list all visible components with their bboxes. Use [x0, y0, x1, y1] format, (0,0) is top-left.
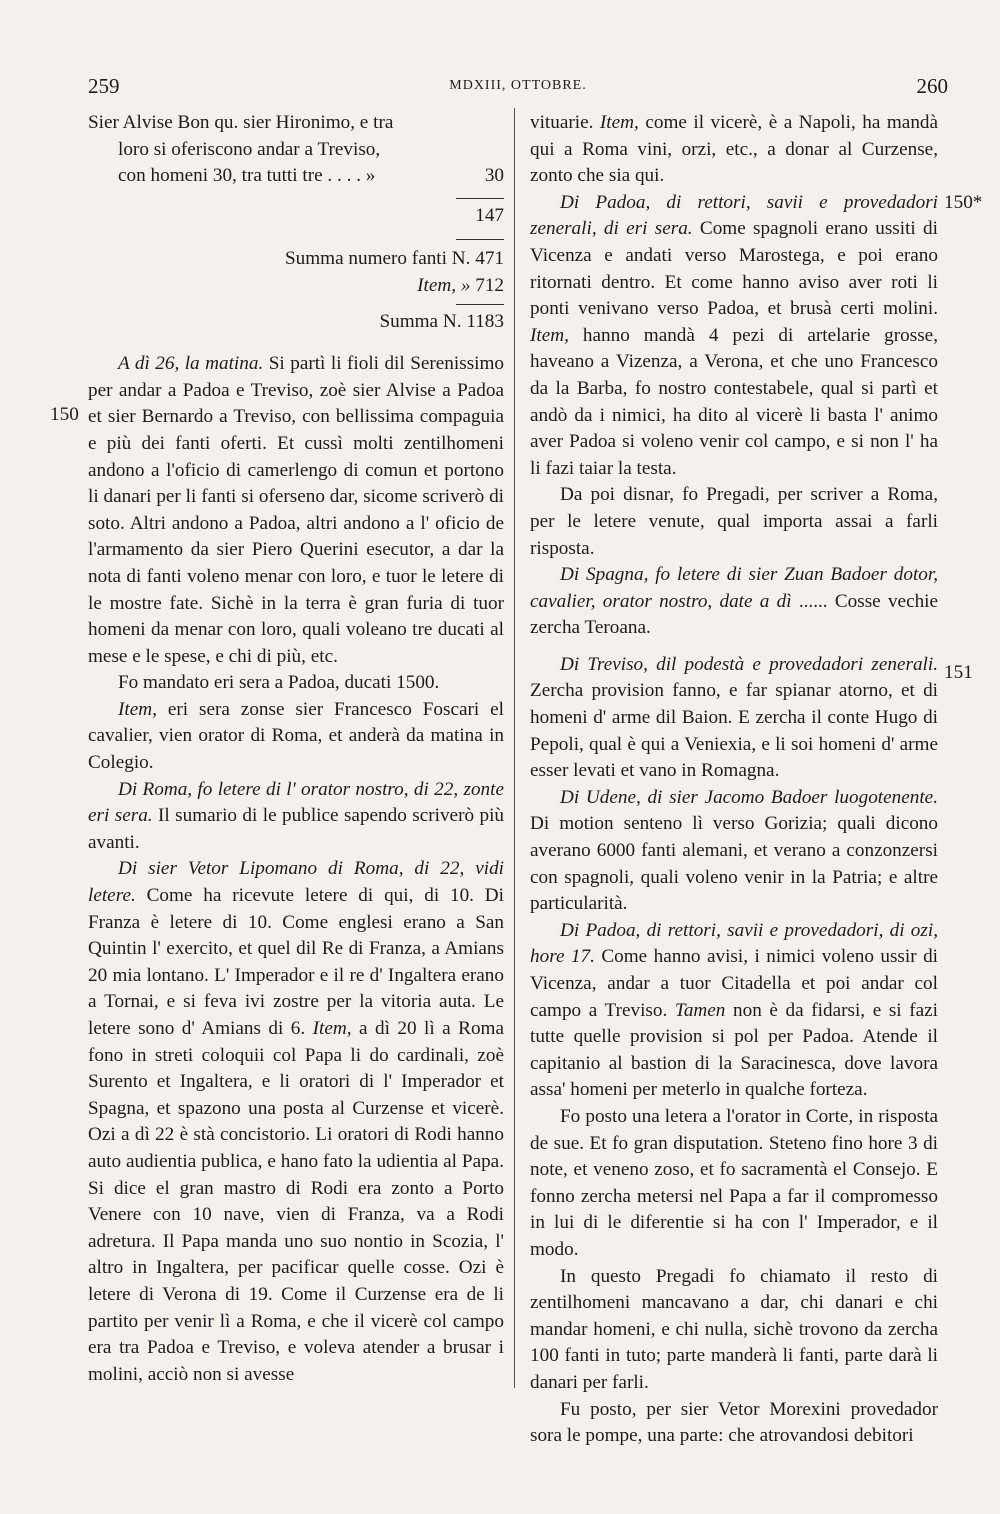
paragraph: vituarie. Item, come il vicerè, è a Napoli, ha mandà qui a Roma vini, orzi, etc., a donar al Curzense, zonto che sia qui.	[530, 112, 939, 187]
text-line: Sier Alvise Bon qu. sier Hironimo, e tra	[88, 112, 394, 133]
paragraph: Di sier Vetor Lipomano di Roma, di 22, vidi letere. Come ha ricevute letere di qui, di 10. Di Franza è letere di 10. Come englesi erano a San Quintin l' exercito, et quel dil Re di Franza, a Amians 20 mia lontano. L' Imperador e il re d' Ingaltera erano a Tornai, e si feva ivi zostre per la vitoria auta. Le letere sono d' Amians di 6. Item, a dì 20 lì a Roma fono in streti coloquii col Papa li do cardinali, zoè Surento et Ingaltera, e li oratori di l' Imperador et Spagna, et spazono una posta al Curzense et vicerè. Ozi a dì 22 è stà concistorio. Li oratori di Rodi hanno auto audientia publica, e hano fato la udientia al Papa. Si dice el gran mastro di Rodi era zonto a Porto Venere con 10 nave, vien di Franza, va a Rodi adretura. Il Papa manda uno suo nontio in Scozia, l' altro in Ingaltera, per pacificar quelle cosse. Ozi è letere di Verona di 19. Come il Curzense era de li partito per venir lì a Roma, e che il vicerè col campo era tra Padoa e Treviso, e voleva atender a brusar i molini, acciò non si avesse	[88, 858, 504, 1385]
paragraph: Fu posto, per sier Vetor Morexini provedador sora le pompe, una parte: che atrovandosi debitori	[530, 1398, 938, 1447]
left-page-number: 259	[88, 74, 120, 98]
margin-note-right-1: 150*	[944, 192, 983, 213]
paragraph: Di Udene, di sier Jacomo Badoer luogotenente. Di motion senteno lì verso Gorizia; quali dicono averano 6000 fanti alemani, et verano a conzonzersi con spagnoli, quali voleno venir in la Patria; e altre particularità.	[530, 786, 938, 915]
right-page-number: 260	[916, 74, 948, 98]
left-column	[88, 110, 504, 1388]
grand-total-line: Summa N. 1183	[379, 310, 504, 332]
paragraph: Da poi disnar, fo Pregadi, per scriver a Roma, per le letere venute, qual importa assai a farli risposta.	[530, 484, 938, 559]
paragraph: Fo mandato eri sera a Padoa, ducati 1500.	[118, 672, 440, 694]
total-line: Summa numero fanti N. 471	[284, 248, 504, 270]
page-header	[88, 74, 948, 106]
paragraph: A dì 26, la matina. Si partì li fioli dil Serenissimo per andar a Padoa e Treviso, zoè sier Alvise a Padoa et sier Bernardo a Treviso, con bellissima compaguia e più dei fanti oferti. Et cussì molti zentilhomeni andono a l'oficio di camerlengo di comun et portono li danari per li fanti si oferseno dar, sicome scriverò di soto. Altri andono a Padoa, altri andono a l' oficio de l'armamento da sier Piero Querini esecutor, a dar la nota di fanti voleno menar con loro, e tuor le letere di le mostre fate. Sichè in la terra è gran furia di tuor homeni da menar con loro, quali voleano tre ducati al mese e le spese, e chi di più, etc.	[88, 353, 505, 667]
item-line: Item, » 712	[417, 274, 504, 296]
running-title: MDXIII, OTTOBRE.	[449, 78, 587, 93]
text-line: loro si oferiscono andar a Treviso,	[118, 138, 381, 160]
tally-line: con homeni 30, tra tutti tre . . . . » 30	[118, 165, 504, 187]
paragraph: Fo posto una letera a l'orator in Corte, in risposta de sue. Et fo gran disputation. Steteno fino hore 3 di note, et veneno zoso, et fo sacramentà el Consejo. E fonno zercha metersi nel Papa a far il compromesso in lui di le diferentie si ha con l' Imperador, e il modo.	[530, 1105, 938, 1260]
subtotal: 147	[475, 204, 504, 226]
sum-rule	[456, 304, 504, 305]
sum-rule	[456, 198, 504, 199]
column-divider	[514, 108, 515, 1388]
sum-rule	[456, 239, 504, 240]
paragraph: In questo Pregadi fo chiamato il resto di zentilhomeni mancavano a dar, chi danari e chi mandar homeni, e chi nulla, sichè trovono da zercha 100 fanti in tuto; parte manderà li fanti, parte darà li danari per farli.	[530, 1265, 938, 1393]
margin-note-left: 150	[50, 404, 79, 425]
paragraph: Di Spagna, fo letere di sier Zuan Badoer dotor, cavalier, orator nostro, date a dì ...... Cosse vechie zercha Teroana.	[530, 564, 939, 639]
paragraph: Item, eri sera zonse sier Francesco Foscari el cavalier, vien orator di Roma, et anderà da matina in Colegio.	[88, 698, 505, 774]
margin-note-right-2: 151	[944, 662, 973, 683]
right-column	[530, 110, 938, 1450]
paragraph: Di Treviso, dil podestà e provedadori zenerali. Zercha provision fanno, e far spianar atorno, et di homeni d' arme dil Baion. E zercha il conte Hugo di Pepoli, qual è qui a Veniexia, e li soi homeni d' arme esser levati et vano in Romagna.	[530, 653, 938, 782]
paragraph: Di Padoa, di rettori, savii e provedadori, di ozi, hore 17. Come hanno avisi, i nimici voleno ussir di Vicenza, andar a tuor Citadella et poi andar col campo a Treviso. Tamen non è da fidarsi, e si fazi tutte quelle provision si pol per Padoa. Atende il capitanio al bastion di la Saracinesca, dove lavora assa' homeni per meterlo in qualche forteza.	[530, 919, 938, 1101]
paragraph: Di Padoa, di rettori, savii e provedadori zenerali, di eri sera. Come spagnoli erano ussiti di Vicenza e andati verso Marostega, e poi erano ritornati dentro. Et come hanno aviso aver roti li ponti venivano verso Padoa, et brusà certi molini. Item, hanno mandà 4 pezi di artelarie grosse, haveano a Vizenza, a Verona, et che uno Francesco da la Barba, fo nostro contestabele, qual si partì et andò da i nimici, ha dito al vicerè li basta l' animo aver Padoa si voleno venir col campo, e si non l' ha li fazi taiar la testa.	[530, 191, 938, 479]
paragraph: Di Roma, fo letere di l' orator nostro, di 22, zonte eri sera. Il sumario di le publice sapendo scriverò più avanti.	[88, 778, 505, 853]
